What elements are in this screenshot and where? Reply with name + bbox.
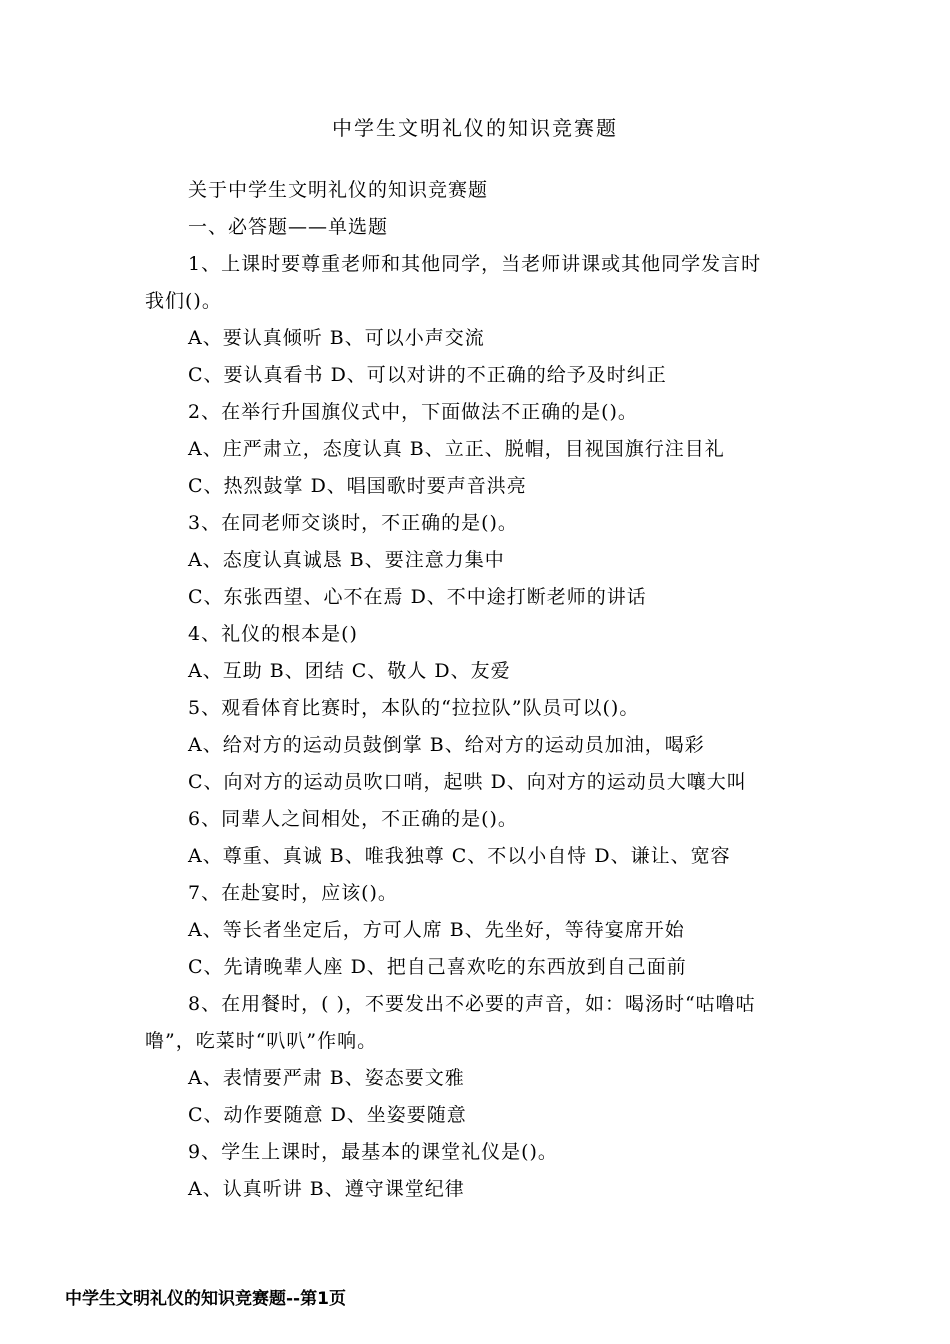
text-line: C、热烈鼓掌 D、唱国歌时要声音洪亮 [188, 475, 527, 497]
text-line: 我们()。 [145, 290, 222, 312]
document-title: 中学生文明礼仪的知识竞赛题 [332, 116, 618, 140]
text-line: C、向对方的运动员吹口哨，起哄 D、向对方的运动员大嚷大叫 [188, 771, 747, 793]
text-line: A、给对方的运动员鼓倒掌 B、给对方的运动员加油，喝彩 [188, 734, 705, 756]
text-line: 3、在同老师交谈时，不正确的是()。 [188, 512, 518, 534]
document-body [145, 172, 810, 1208]
text-line: C、动作要随意 D、坐姿要随意 [188, 1104, 467, 1126]
text-line: 1、上课时要尊重老师和其他同学，当老师讲课或其他同学发言时 [188, 253, 762, 275]
text-line: C、先请晚辈人座 D、把自己喜欢吃的东西放到自己面前 [188, 956, 687, 978]
text-line: A、认真听讲 B、遵守课堂纪律 [188, 1178, 465, 1200]
text-line: C、东张西望、心不在焉 D、不中途打断老师的讲话 [188, 586, 647, 608]
text-line: C、要认真看书 D、可以对讲的不正确的给予及时纠正 [188, 364, 667, 386]
text-line: 9、学生上课时，最基本的课堂礼仪是()。 [188, 1141, 558, 1163]
text-line: 关于中学生文明礼仪的知识竞赛题 [188, 179, 489, 201]
text-line: A、尊重、真诚 B、唯我独尊 C、不以小自恃 D、谦让、宽容 [188, 845, 731, 867]
text-line: A、要认真倾听 B、可以小声交流 [188, 327, 485, 349]
text-line: A、态度认真诚恳 B、要注意力集中 [188, 549, 505, 571]
text-line: 5、观看体育比赛时，本队的“拉拉队”队员可以()。 [188, 697, 640, 719]
text-line: 6、同辈人之间相处，不正确的是()。 [188, 808, 518, 830]
page-footer: 中学生文明礼仪的知识竞赛题--第1页 [65, 1289, 346, 1309]
text-line: 4、礼仪的根本是() [188, 623, 358, 645]
text-line: 噜”，吃菜时“叭叭”作响。 [145, 1030, 378, 1052]
text-line: 一、必答题——单选题 [188, 216, 389, 238]
text-line: A、互助 B、团结 C、敬人 D、友爱 [188, 660, 511, 682]
text-line: 2、在举行升国旗仪式中，下面做法不正确的是()。 [188, 401, 638, 423]
text-line: A、表情要严肃 B、姿态要文雅 [188, 1067, 465, 1089]
text-line: 8、在用餐时，( )，不要发出不必要的声音，如：喝汤时“咕噜咕 [188, 993, 756, 1015]
text-line: A、庄严肃立，态度认真 B、立正、脱帽，目视国旗行注目礼 [188, 438, 725, 460]
text-line: 7、在赴宴时，应该()。 [188, 882, 398, 904]
text-line: A、等长者坐定后，方可人席 B、先坐好，等待宴席开始 [188, 919, 685, 941]
